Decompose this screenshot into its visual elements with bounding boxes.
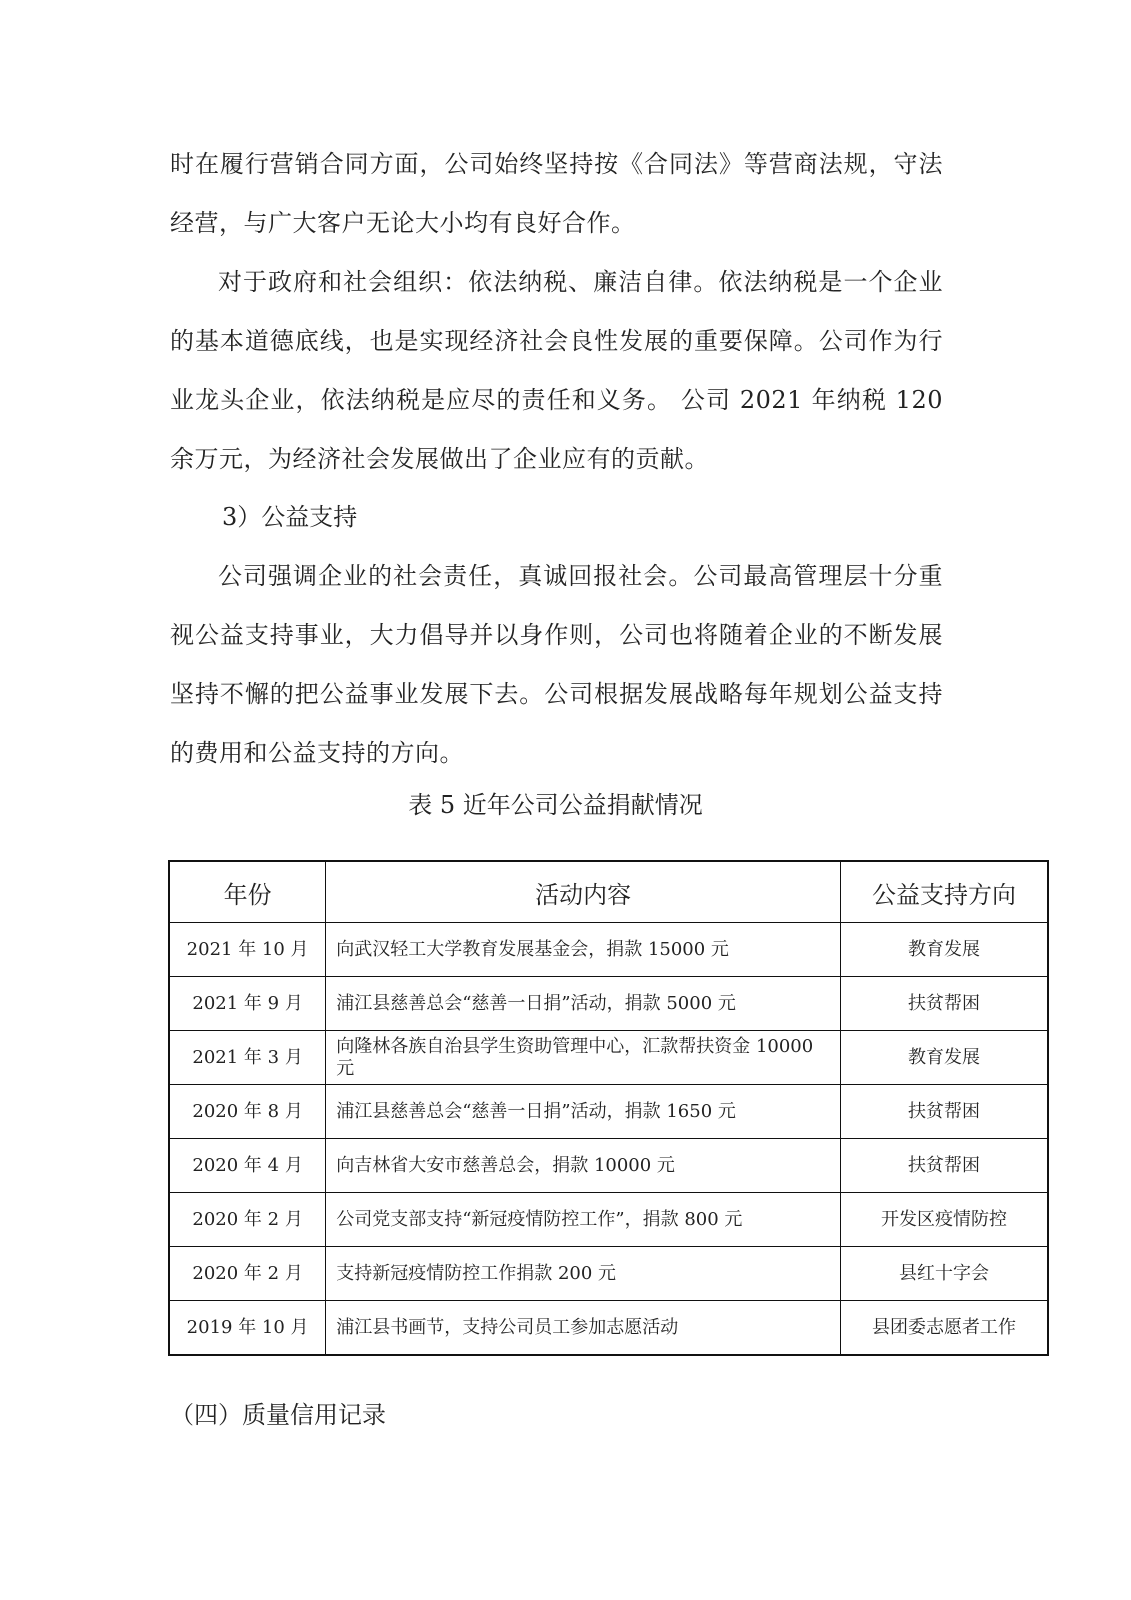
section-heading-quality-credit: （四）质量信用记录 — [170, 1401, 386, 1429]
cell-direction: 县红十字会 — [840, 1247, 1048, 1301]
cell-activity: 向隆林各族自治县学生资助管理中心，汇款帮扶资金 10000 元 — [326, 1031, 841, 1085]
header-activity: 活动内容 — [326, 861, 841, 923]
table-row — [169, 1139, 1048, 1193]
cell-activity: 公司党支部支持“新冠疫情防控工作”，捐款 800 元 — [326, 1193, 841, 1247]
cell-activity: 向吉林省大安市慈善总会，捐款 10000 元 — [326, 1139, 841, 1193]
table-header-row — [169, 861, 1048, 923]
donations-table — [168, 860, 1049, 1356]
table-row — [169, 977, 1048, 1031]
cell-year: 2020 年 4 月 — [169, 1139, 326, 1193]
cell-activity: 浦江县慈善总会“慈善一日捐”活动，捐款 1650 元 — [326, 1085, 841, 1139]
header-year: 年份 — [169, 861, 326, 923]
cell-year: 2020 年 2 月 — [169, 1193, 326, 1247]
cell-year: 2020 年 2 月 — [169, 1247, 326, 1301]
cell-year: 2020 年 8 月 — [169, 1085, 326, 1139]
table-row — [169, 1031, 1048, 1085]
paragraph-contract-compliance: 时在履行营销合同方面，公司始终坚持按《合同法》等营商法规，守法经营，与广大客户无论大小均有良好合作。 — [170, 150, 943, 237]
cell-direction: 扶贫帮困 — [840, 1085, 1048, 1139]
subsection-heading: 3）公益支持 — [222, 503, 358, 531]
cell-activity: 浦江县慈善总会“慈善一日捐”活动，捐款 5000 元 — [326, 977, 841, 1031]
table-row — [169, 1085, 1048, 1139]
cell-direction: 教育发展 — [840, 923, 1048, 977]
cell-direction: 扶贫帮困 — [840, 1139, 1048, 1193]
cell-year: 2021 年 10 月 — [169, 923, 326, 977]
cell-direction: 开发区疫情防控 — [840, 1193, 1048, 1247]
cell-activity: 浦江县书画节，支持公司员工参加志愿活动 — [326, 1301, 841, 1356]
cell-direction: 扶贫帮困 — [840, 977, 1048, 1031]
table-row — [169, 1247, 1048, 1301]
table-row — [169, 923, 1048, 977]
cell-direction: 教育发展 — [840, 1031, 1048, 1085]
cell-direction: 县团委志愿者工作 — [840, 1301, 1048, 1356]
header-direction: 公益支持方向 — [840, 861, 1048, 923]
cell-activity: 向武汉轻工大学教育发展基金会，捐款 15000 元 — [326, 923, 841, 977]
paragraph-public-welfare: 公司强调企业的社会责任，真诚回报社会。公司最高管理层十分重视公益支持事业，大力倡导并以身作则，公司也将随着企业的不断发展坚持不懈的把公益事业发展下去。公司根据发展战略每年规划公益支持的费用和公益支持的方向。 — [170, 562, 943, 767]
paragraph-tax-compliance: 对于政府和社会组织：依法纳税、廉洁自律。依法纳税是一个企业的基本道德底线，也是实现经济社会良性发展的重要保障。公司作为行业龙头企业，依法纳税是应尽的责任和义务。 公司 2021 年纳税 120 余万元，为经济社会发展做出了企业应有的贡献。 — [170, 268, 943, 473]
cell-year: 2019 年 10 月 — [169, 1301, 326, 1356]
table-caption: 表 5 近年公司公益捐献情况 — [408, 791, 703, 819]
cell-year: 2021 年 3 月 — [169, 1031, 326, 1085]
table-row — [169, 1301, 1048, 1356]
cell-activity: 支持新冠疫情防控工作捐款 200 元 — [326, 1247, 841, 1301]
cell-year: 2021 年 9 月 — [169, 977, 326, 1031]
table-row — [169, 1193, 1048, 1247]
